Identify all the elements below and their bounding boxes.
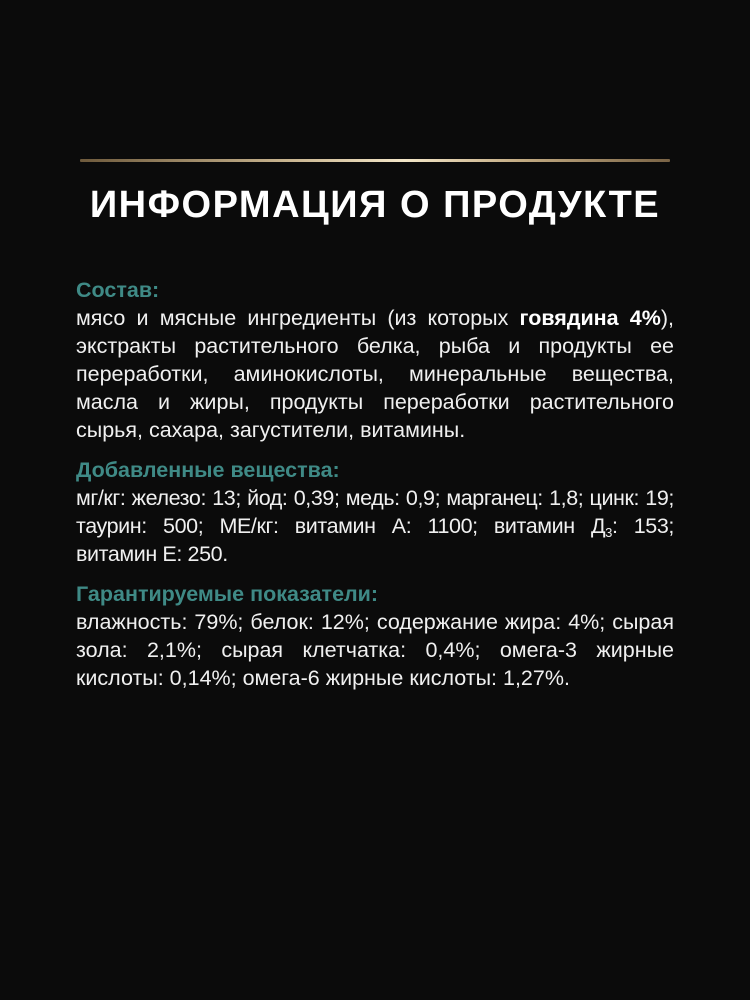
guaranteed-text: влажность: 79%; белок: 12%; содержание жира: 4%; сырая зола: 2,1%; сырая клетчатка: 0,4%; омега-3 жирные кислоты: 0,14%; омега-6 жирные кислоты: 1,27%. [76, 610, 674, 690]
gold-divider [80, 159, 670, 162]
composition-text-after: ), экстракты растительного белка, рыба и продукты ее переработки, аминокислоты, минеральные вещества, масла и жиры, продукты переработки растительного сырья, сахара, загустители, витамины. [76, 306, 674, 442]
page-title: ИНФОРМАЦИЯ О ПРОДУКТЕ [89, 184, 661, 226]
composition-text [76, 304, 674, 444]
composition-highlight: говядина 4% [519, 306, 661, 330]
additives-text-after: : 153; витамин Е: 250. [76, 514, 674, 566]
composition-section [76, 276, 674, 444]
additives-text-before: мг/кг: железо: 13; йод: 0,39; медь: 0,9; марганец: 1,8; цинк: 19; таурин: 500; МЕ/кг: витамин А: 1100; витамин Д [76, 486, 674, 538]
composition-heading: Состав: [76, 278, 160, 302]
additives-subscript: 3 [605, 525, 612, 540]
guaranteed-section [76, 580, 674, 692]
product-info-content [76, 276, 674, 704]
composition-text-before: мясо и мясные ингредиенты (из которых [76, 306, 520, 330]
additives-heading: Добавленные вещества: [76, 458, 340, 482]
additives-text [76, 484, 674, 568]
additives-section [76, 456, 674, 568]
guaranteed-heading: Гарантируемые показатели: [76, 582, 379, 606]
